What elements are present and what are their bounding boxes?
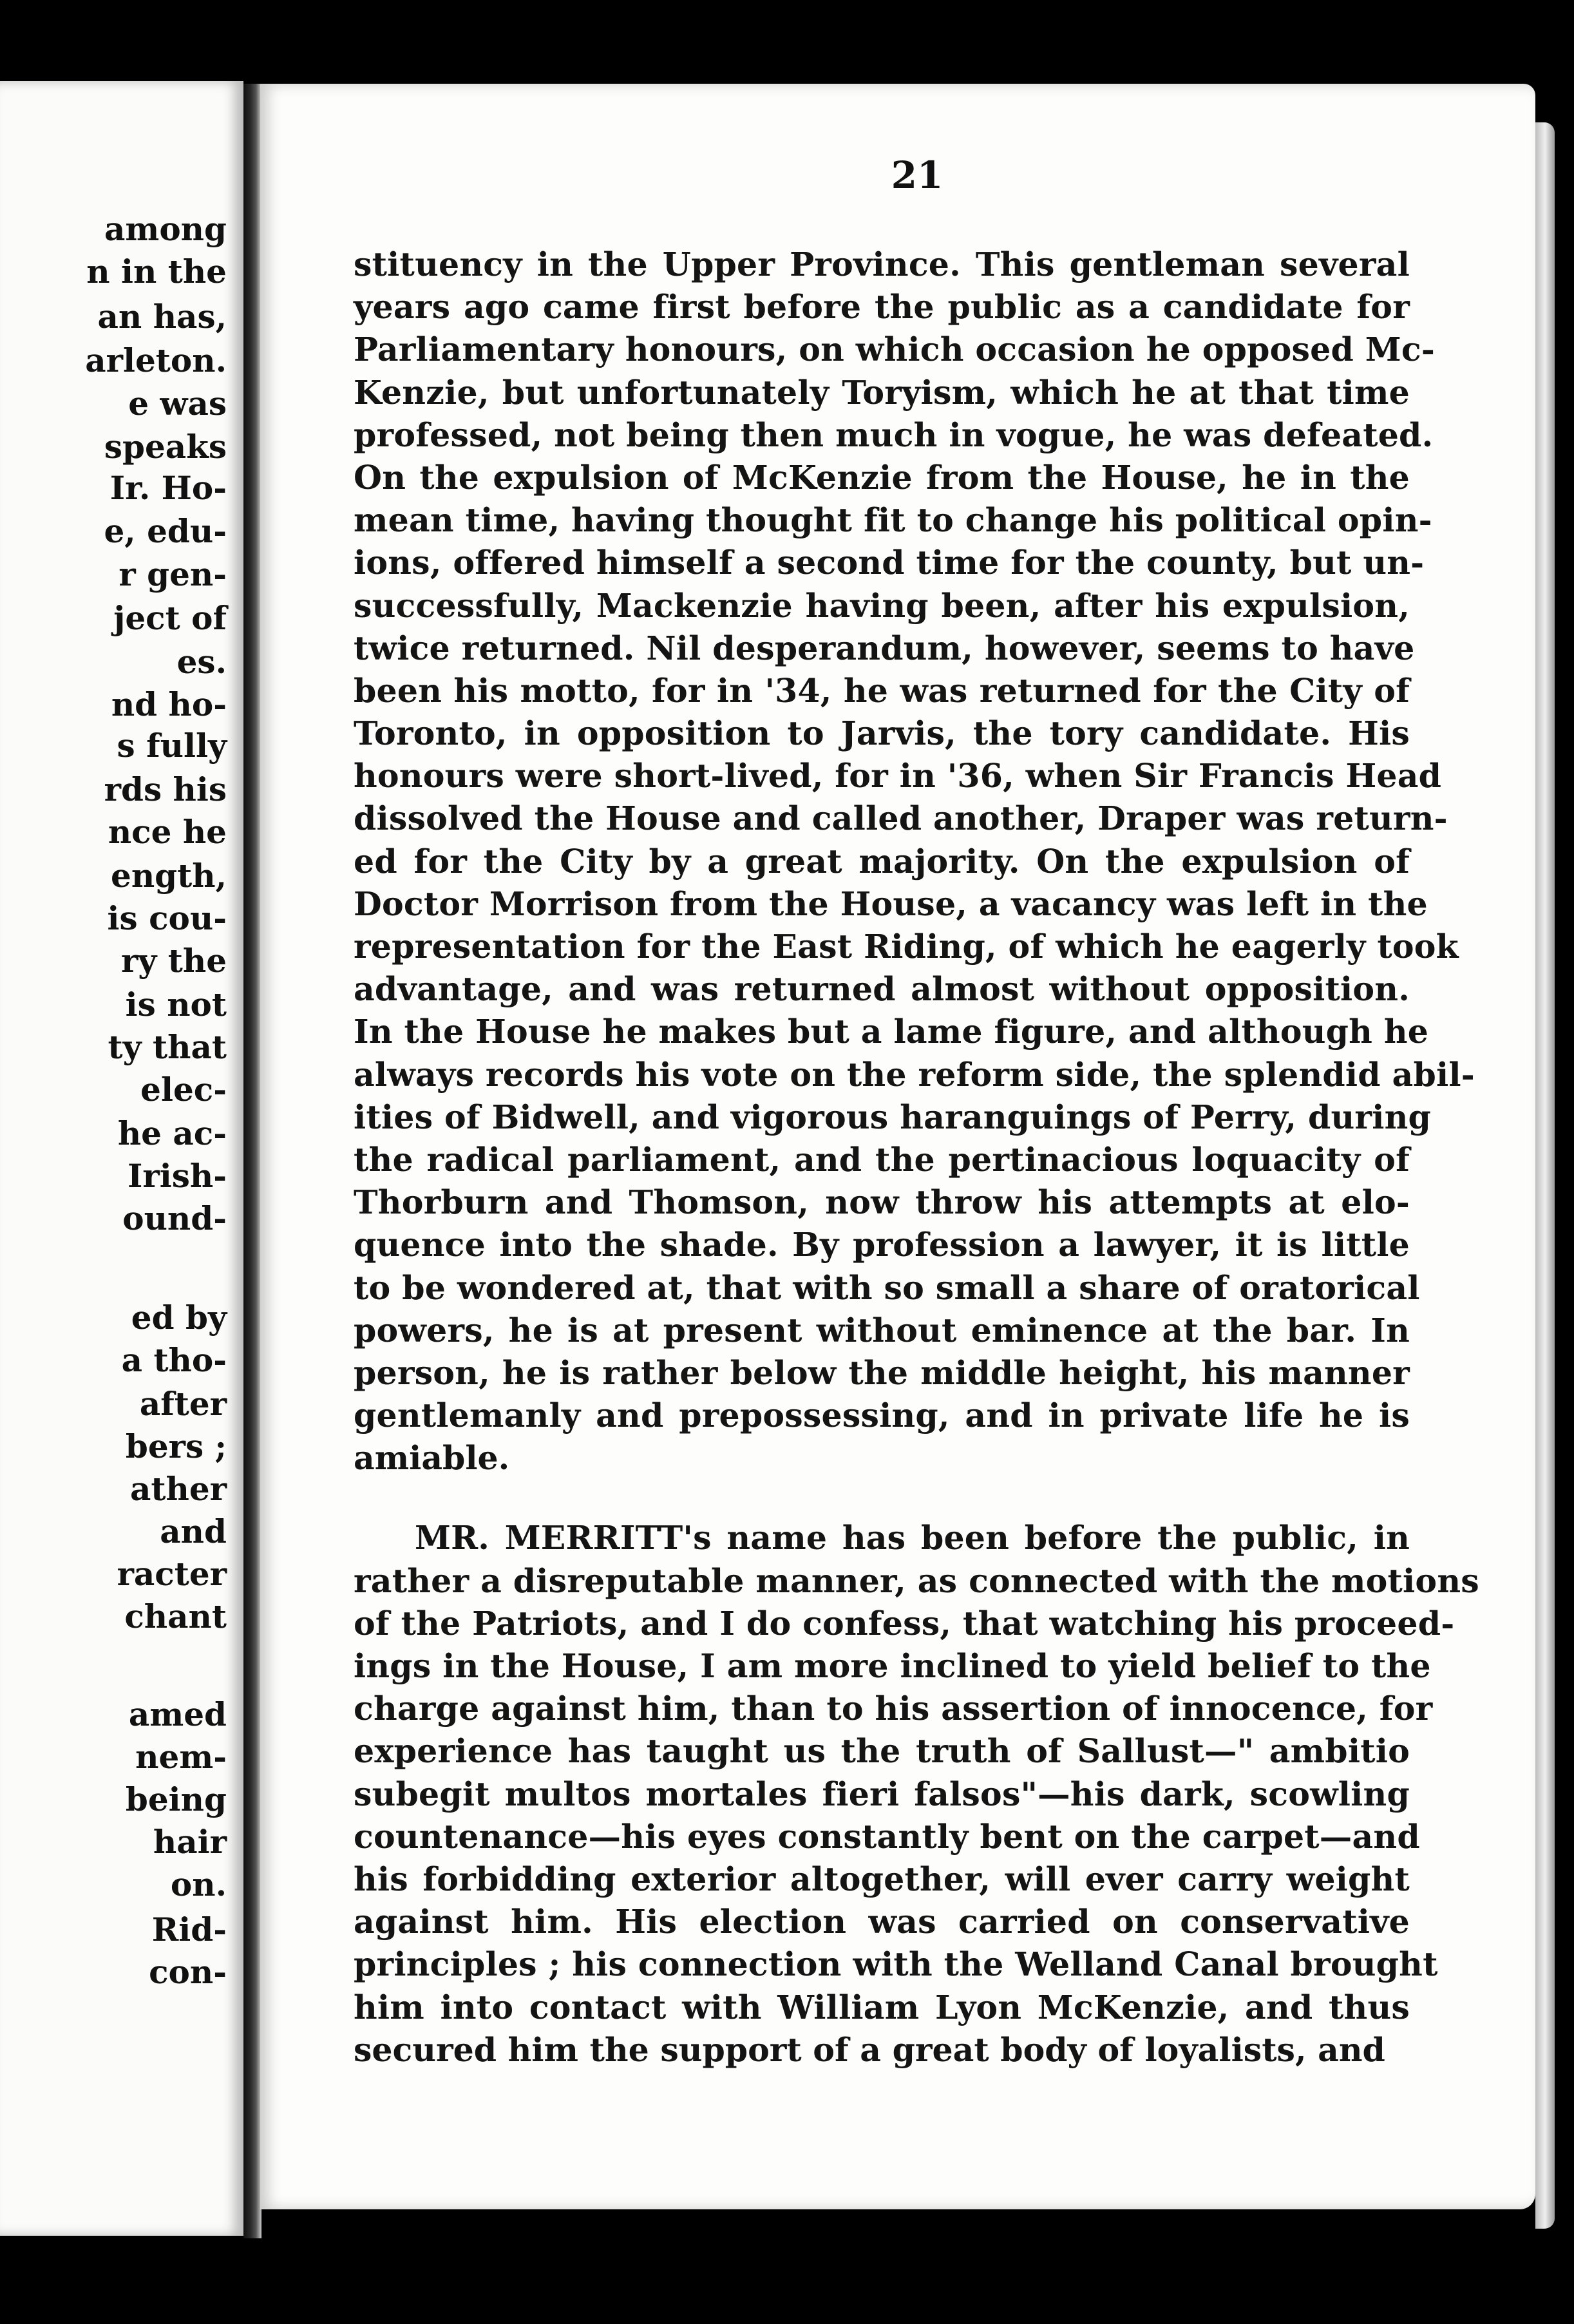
left-page-line: amed — [128, 1695, 227, 1733]
left-page-line: bers ; — [125, 1427, 227, 1465]
text-line: On the expulsion of McKenzie from the House, he in the — [354, 458, 1410, 497]
left-page-line: e was — [128, 385, 227, 423]
left-page-line: Rid- — [151, 1910, 227, 1948]
text-line: rather a disreputable manner, as connected with the motions — [354, 1561, 1479, 1600]
left-page-line: nce he — [108, 813, 227, 851]
text-line: ities of Bidwell, and vigorous haranguings of Perry, during — [354, 1098, 1431, 1136]
left-page-line: nd ho- — [111, 685, 227, 723]
page-number: 21 — [891, 153, 943, 197]
text-line: successfully, Mackenzie having been, after his expulsion, — [354, 586, 1410, 625]
left-page-line: is not — [125, 986, 227, 1024]
left-page-line: e, edu- — [104, 512, 227, 550]
body-text — [354, 243, 1479, 2072]
left-page-line: s fully — [117, 727, 227, 765]
left-page-line: arleton. — [85, 341, 227, 379]
left-page-line: es. — [176, 643, 227, 681]
text-line: person, he is rather below the middle height, his manner — [354, 1353, 1410, 1392]
text-line: ions, offered himself a second time for the county, but un- — [354, 544, 1425, 582]
left-page-line: on. — [170, 1865, 227, 1903]
book-gutter — [243, 84, 261, 2238]
text-line: Kenzie, but unfortunately Toryism, which he at that time — [354, 373, 1410, 412]
left-page-line: and — [160, 1512, 227, 1550]
text-line: dissolved the House and called another, Draper was return- — [354, 799, 1448, 838]
left-page-line: ject of — [113, 599, 227, 637]
left-page-line: he ac- — [117, 1114, 227, 1152]
text-line: Parliamentary honours, on which occasion he opposed Mc- — [354, 330, 1435, 369]
left-page-line: hair — [153, 1823, 227, 1861]
text-line: against him. His election was carried on conservative — [354, 1903, 1410, 1941]
text-line: mean time, having thought fit to change his political opin- — [354, 501, 1432, 540]
text-line: quence into the shade. By profession a lawyer, it is little — [354, 1226, 1410, 1264]
text-line: ed for the City by a great majority. On the expulsion of — [354, 842, 1410, 881]
page-edge — [1535, 122, 1555, 2229]
text-line: his forbidding exterior altogether, will ever carry weight — [354, 1860, 1410, 1898]
text-line: twice returned. Nil desperandum, however, seems to have — [354, 629, 1415, 667]
text-line: In the House he makes but a lame figure, and although he — [354, 1013, 1429, 1051]
left-page-line: racter — [117, 1555, 227, 1593]
text-line: Toronto, in opposition to Jarvis, the tory candidate. His — [354, 714, 1410, 753]
text-line: powers, he is at present without eminence at the bar. In — [354, 1311, 1410, 1349]
text-line: the radical parliament, and the pertinacious loquacity of — [354, 1140, 1410, 1179]
left-page-line: ather — [130, 1470, 227, 1508]
left-page-line: rds his — [104, 770, 227, 808]
text-line: gentlemanly and prepossessing, and in private life he is — [354, 1396, 1410, 1435]
text-line: advantage, and was returned almost without opposition. — [354, 970, 1410, 1009]
left-page-line: elec- — [140, 1071, 227, 1109]
text-line: MR. MERRITT's name has been before the public, in — [415, 1519, 1410, 1557]
left-page-line: speaks — [104, 428, 227, 466]
left-page-line: after — [139, 1385, 227, 1423]
previous-page-fragment — [0, 81, 243, 2236]
left-page-line: ound- — [122, 1199, 227, 1237]
left-page-line: ty that — [108, 1028, 227, 1066]
left-page-line: con- — [149, 1953, 227, 1991]
left-page-line: ed by — [131, 1299, 227, 1337]
text-line: to be wondered at, that with so small a share of oratorical — [354, 1268, 1420, 1307]
text-line: charge against him, than to his assertion of innocence, for — [354, 1690, 1433, 1728]
text-line: professed, not being then much in vogue, he was defeated. — [354, 415, 1434, 454]
text-line: of the Patriots, and I do confess, that watching his proceed- — [354, 1604, 1455, 1643]
text-line: been his motto, for in '34, he was returned for the City of — [354, 671, 1410, 710]
left-page-line: being — [125, 1780, 227, 1818]
left-page-line: nem- — [135, 1738, 227, 1776]
text-line: him into contact with William Lyon McKenzie, and thus — [354, 1988, 1410, 2026]
left-page-line: Irish- — [128, 1157, 227, 1195]
text-line: honours were short-lived, for in '36, when Sir Francis Head — [354, 757, 1442, 795]
left-page-line: ry the — [120, 942, 227, 980]
text-line: Doctor Morrison from the House, a vacancy was left in the — [354, 884, 1428, 923]
text-line: countenance—his eyes constantly bent on the carpet—and — [354, 1817, 1420, 1856]
left-page-line: a tho- — [121, 1341, 227, 1379]
text-line: stituency in the Upper Province. This gentleman several — [354, 245, 1410, 283]
text-line: years ago came first before the public as a candidate for — [354, 288, 1410, 327]
text-line: experience has taught us the truth of Sallust—" ambitio — [354, 1732, 1410, 1771]
left-page-line: an has, — [97, 298, 227, 336]
left-page-line: chant — [124, 1597, 227, 1635]
left-page-line: among — [104, 210, 227, 248]
left-page-line: r gen- — [119, 555, 227, 593]
text-line: secured him the support of a great body of loyalists, and — [354, 2030, 1385, 2069]
text-line: amiable. — [354, 1439, 510, 1478]
left-page-line: ength, — [111, 857, 227, 895]
paragraph-1 — [354, 243, 1475, 1480]
left-page-line: is cou- — [107, 899, 227, 937]
left-page-line: n in the — [86, 252, 227, 290]
text-line: principles ; his connection with the Welland Canal brought — [354, 1945, 1438, 1984]
text-line: ings in the House, I am more inclined to yield belief to the — [354, 1647, 1431, 1685]
text-line: subegit multos mortales fieri falsos"—his dark, scowling — [354, 1775, 1410, 1813]
text-line: always records his vote on the reform side, the splendid abil- — [354, 1055, 1475, 1094]
paragraph-2 — [354, 1517, 1479, 2071]
page-21 — [260, 84, 1535, 2209]
left-page-line: Ir. Ho- — [109, 469, 227, 507]
text-line: representation for the East Riding, of which he eagerly took — [354, 928, 1459, 966]
text-line: Thorburn and Thomson, now throw his attempts at elo- — [354, 1183, 1410, 1222]
